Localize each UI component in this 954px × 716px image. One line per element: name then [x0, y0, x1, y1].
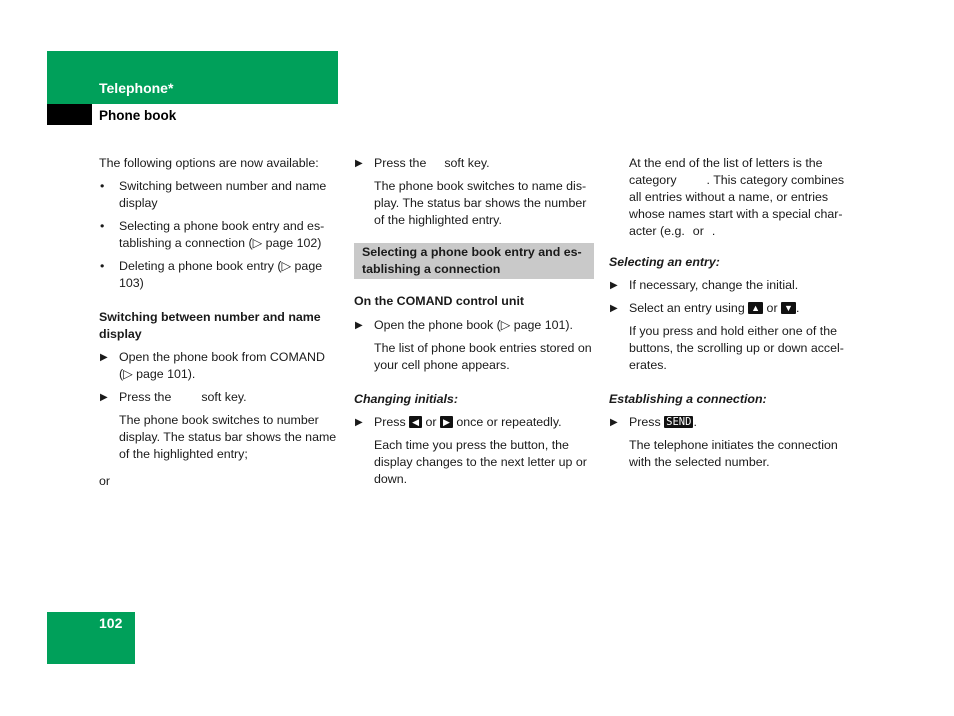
step-arrow-icon: ▶	[355, 417, 363, 428]
step-arrow-icon: ▶	[355, 158, 363, 169]
step	[99, 389, 339, 406]
page-number: 102	[99, 615, 123, 631]
list-item-text: Selecting a phone book entry and es-tablishing a connection (▷ page 102)	[119, 219, 325, 250]
list-item	[99, 218, 339, 252]
step-text: once or repeatedly.	[456, 415, 562, 429]
step	[354, 414, 594, 431]
header-black-tab	[47, 104, 92, 125]
step-arrow-icon: ▶	[355, 320, 363, 331]
step-text: soft key.	[444, 156, 490, 170]
result-text: The list of phone book entries stored on your cell phone appears.	[374, 341, 592, 372]
step-text: or	[425, 415, 437, 429]
selecting-entry-heading: Selecting an entry:	[609, 255, 720, 269]
step-text: soft key.	[201, 390, 247, 404]
step-text: Press	[374, 415, 406, 429]
down-arrow-key-icon: ▼	[781, 302, 796, 314]
step-text: Press the	[374, 156, 427, 170]
result-text: The telephone initiates the connection with the selected number.	[629, 438, 838, 469]
paragraph-text: At the end of the list of letters is the	[629, 156, 823, 170]
left-arrow-key-icon: ◀	[409, 416, 422, 428]
step	[609, 414, 851, 431]
intro-text: The following options are now available:	[99, 156, 319, 170]
list-item	[99, 178, 339, 212]
step-text: .	[795, 301, 800, 315]
list-item-text: Switching between number and name display	[119, 179, 327, 210]
header-green-band	[47, 51, 338, 104]
step-arrow-icon: ▶	[610, 417, 618, 428]
step-text: Open the phone book (▷ page 101).	[374, 318, 573, 332]
control-unit-heading: On the COMAND control unit	[354, 294, 525, 308]
step-text: Open the phone book from COMAND (▷ page 101).	[119, 350, 325, 381]
step	[99, 349, 339, 383]
changing-initials-heading: Changing initials:	[354, 392, 458, 406]
column-2	[354, 155, 594, 494]
category-paragraph	[609, 155, 851, 240]
bullet-icon: •	[100, 179, 105, 193]
step-arrow-icon: ▶	[610, 280, 618, 291]
result-text: Each time you press the button, the display changes to the next letter up or down.	[374, 438, 587, 486]
send-key-icon: SEND	[666, 416, 692, 428]
establishing-connection-heading: Establishing a connection:	[609, 392, 767, 406]
section-box-heading: Selecting a phone book entry and es-tablishing a connection	[354, 243, 594, 279]
step-text: Press	[629, 415, 661, 429]
paragraph-text: .	[711, 224, 716, 238]
section-title: Telephone*	[99, 80, 174, 96]
switching-heading: Switching between number and name display	[99, 310, 321, 341]
step-text: Press the	[119, 390, 172, 404]
step-text: .	[693, 415, 697, 429]
right-arrow-key-icon: ▶	[440, 416, 453, 428]
or-text: or	[99, 474, 111, 488]
result-text: The phone book switches to number display. The status bar shows the name of the highlighted entry;	[119, 413, 337, 461]
bullet-icon: •	[100, 259, 105, 273]
column-1	[99, 155, 339, 496]
paragraph-text: . This category combines	[706, 173, 845, 187]
subsection-title: Phone book	[99, 108, 177, 123]
up-arrow-key-icon: ▲	[748, 302, 763, 314]
list-item-text: Deleting a phone book entry (▷ page 103)	[119, 259, 323, 290]
step-text: or	[766, 301, 778, 315]
step-arrow-icon: ▶	[100, 392, 108, 403]
paragraph-text: all entries without a name, or entries whose names start with a special char-acter (e.g.	[629, 190, 843, 238]
list-item	[99, 258, 339, 292]
step-arrow-icon: ▶	[100, 352, 108, 363]
step	[354, 155, 594, 172]
result-text: The phone book switches to name dis-play. The status bar shows the number of the highlighted entry.	[374, 179, 587, 227]
step	[609, 277, 851, 294]
step	[609, 300, 851, 317]
result-text: If you press and hold either one of the buttons, the scrolling up or down accel-erates.	[629, 324, 844, 372]
column-3	[609, 155, 851, 477]
step-text: Select an entry using	[629, 301, 745, 315]
paragraph-text: or	[692, 224, 704, 238]
step-arrow-icon: ▶	[610, 303, 618, 314]
bullet-icon: •	[100, 219, 105, 233]
step-text: If necessary, change the initial.	[629, 278, 799, 292]
step	[354, 317, 594, 334]
paragraph-text: category	[629, 173, 677, 187]
